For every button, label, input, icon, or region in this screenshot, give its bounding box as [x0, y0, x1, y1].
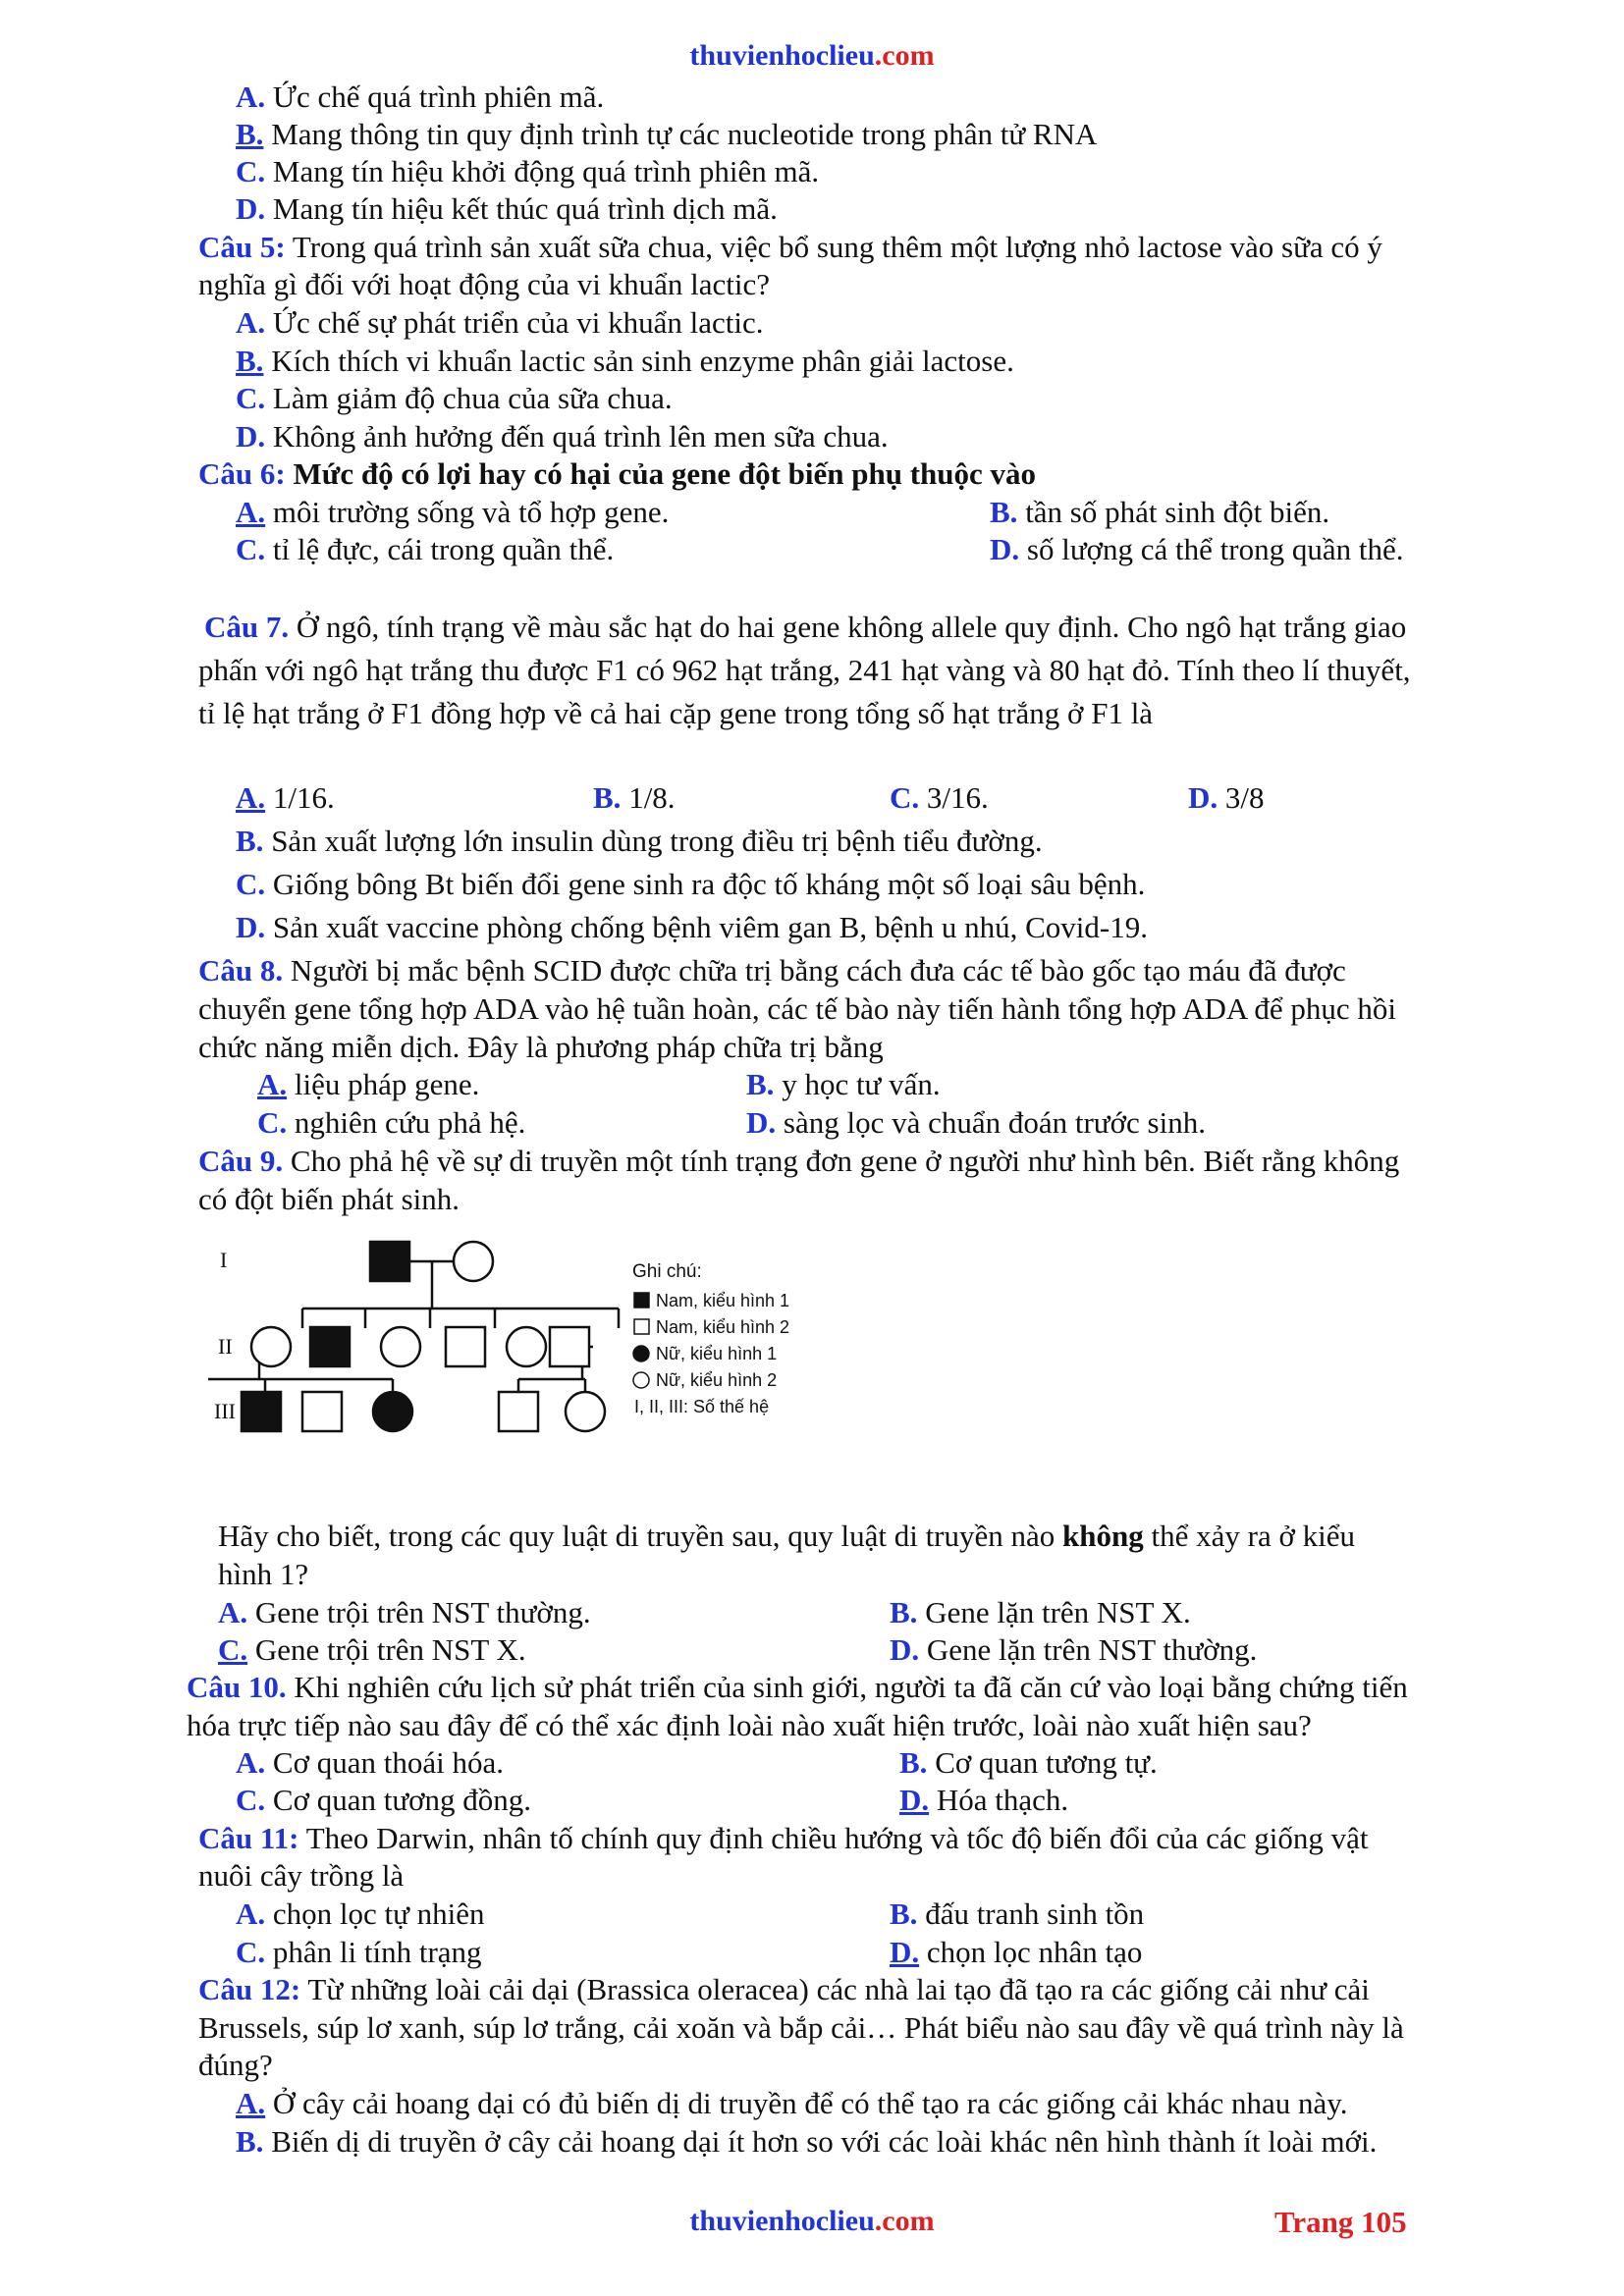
q10-option-d: D. Hóa thạch. — [899, 1783, 1069, 1817]
legend-female-normal-label: Nữ, kiểu hình 2 — [656, 1370, 778, 1390]
q9-option-c: C. Gene trội trên NST X. — [218, 1632, 526, 1667]
q12-stem-line2: Brussels, súp lơ xanh, súp lơ trắng, cải xoăn và bắp cải… Phát biểu nào sau đây về quá trình này là — [198, 2010, 1404, 2045]
q12-stem-line1: Câu 12: Từ những loài cải dại (Brassica oleracea) các nhà lai tạo đã tạo ra các giống cải như cải — [198, 1972, 1370, 2006]
pedigree-diagram — [208, 1232, 876, 1477]
q5-option-d: D. Không ảnh hưởng đến quá trình lên men sữa chua. — [236, 419, 889, 454]
q12-option-b: B. Biến dị di truyền ở cây cải hoang dại ít hơn so với các loài khác nên hình thành ít loài mới. — [236, 2124, 1378, 2159]
legend-male-affected-label: Nam, kiểu hình 1 — [656, 1291, 790, 1310]
pedigree-iii-4 — [499, 1392, 538, 1431]
q5-stem-line2: nghĩa gì đối với hoạt động của vi khuẩn lactic? — [198, 267, 770, 301]
q11-option-b: B. đấu tranh sinh tồn — [890, 1896, 1145, 1931]
q11-stem-line1: Câu 11: Theo Darwin, nhân tố chính quy định chiều hướng và tốc độ biến đổi của các giống vật — [198, 1821, 1369, 1855]
q7-option-c: C. 3/16. — [890, 780, 989, 815]
q5-option-b: B. Kích thích vi khuẩn lactic sản sinh enzyme phân giải lactose. — [236, 344, 1014, 378]
q10-option-b: B. Cơ quan tương tự. — [899, 1745, 1158, 1780]
q10-stem-line1: Câu 10. Khi nghiên cứu lịch sử phát triển của sinh giới, người ta đã căn cứ vào loại bằng chứng tiến — [187, 1670, 1408, 1704]
pedigree-iii-1 — [242, 1392, 281, 1431]
q9-option-d: D. Gene lặn trên NST thường. — [890, 1632, 1258, 1667]
q6-stem: Câu 6: Mức độ có lợi hay có hại của gene đột biến phụ thuộc vào — [198, 456, 1037, 491]
q4-option-a: A. Ức chế quá trình phiên mã. — [236, 80, 605, 114]
q11-option-a: A. chọn lọc tự nhiên — [236, 1896, 485, 1931]
q6-option-b: B. tần số phát sinh đột biến. — [990, 495, 1330, 529]
pedigree-ii-2 — [310, 1327, 350, 1366]
stray-option-d: D. Sản xuất vaccine phòng chống bệnh viêm gan B, bệnh u nhú, Covid-19. — [236, 910, 1148, 944]
pedigree-legend-title: Ghi chú: — [632, 1261, 702, 1282]
q9-stem-line2: có đột biến phát sinh. — [198, 1182, 460, 1216]
legend-male-normal-label: Nam, kiểu hình 2 — [656, 1317, 790, 1337]
q10-option-a: A. Cơ quan thoái hóa. — [236, 1745, 504, 1780]
q5-option-a: A. Ức chế sự phát triển của vi khuẩn lactic. — [236, 305, 764, 340]
q8-option-d: D. sàng lọc và chuẩn đoán trước sinh. — [746, 1105, 1206, 1140]
pedigree-gen-label-ii: II — [218, 1334, 233, 1359]
pedigree-ii-6 — [550, 1327, 589, 1366]
q11-option-d: D. chọn lọc nhân tạo — [890, 1935, 1143, 1969]
q7-option-a: A. 1/16. — [236, 780, 335, 815]
pedigree-gen-label-iii: III — [214, 1399, 236, 1423]
q9-ask-line1: Hãy cho biết, trong các quy luật di truyền sau, quy luật di truyền nào không thể xảy ra ở kiểu — [218, 1519, 1355, 1553]
pedigree-ii-4 — [446, 1327, 485, 1366]
pedigree-iii-3 — [373, 1392, 412, 1431]
q5-option-c: C. Làm giảm độ chua của sữa chua. — [236, 381, 673, 415]
q9-option-a: A. Gene trội trên NST thường. — [218, 1595, 591, 1629]
q9-option-b: B. Gene lặn trên NST X. — [890, 1595, 1191, 1629]
q9-ask-line2: hình 1? — [218, 1557, 309, 1591]
q7-stem-line3: tỉ lệ hạt trắng ở F1 đồng hợp về cả hai cặp gene trong tổng số hạt trắng ở F1 là — [198, 696, 1154, 730]
q11-option-c: C. phân li tính trạng — [236, 1935, 482, 1969]
q4-option-d: D. Mang tín hiệu kết thúc quá trình dịch mã. — [236, 191, 778, 226]
pedigree-iii-2 — [302, 1392, 342, 1431]
q12-stem-line3: đúng? — [198, 2048, 273, 2082]
q8-option-c: C. nghiên cứu phả hệ. — [257, 1105, 526, 1140]
q4-option-b: B. Mang thông tin quy định trình tự các nucleotide trong phân tử RNA — [236, 117, 1098, 151]
legend-generation-note: I, II, III: Số thế hệ — [634, 1397, 770, 1416]
pedigree-i-female — [454, 1242, 493, 1281]
footer-site-name[interactable]: thuvienhoclieu.com — [689, 2205, 935, 2237]
q8-stem-line2: chuyển gene tổng hợp ADA vào hệ tuần hoàn, các tế bào này tiến hành tổng hợp ADA để phục hồi — [198, 991, 1396, 1026]
pedigree-iii-5 — [566, 1392, 605, 1431]
q10-option-c: C. Cơ quan tương đồng. — [236, 1783, 532, 1817]
q7-option-b: B. 1/8. — [593, 780, 676, 815]
legend-male-normal-symbol — [634, 1319, 649, 1334]
pedigree-ii-3 — [381, 1327, 420, 1366]
q8-option-b: B. y học tư vấn. — [746, 1067, 941, 1101]
pedigree-gen-label-i: I — [220, 1248, 228, 1272]
page-number: Trang 105 — [1274, 2205, 1407, 2239]
q6-option-d: D. số lượng cá thể trong quần thể. — [990, 532, 1404, 566]
legend-female-affected-symbol — [633, 1346, 649, 1362]
q4-option-c: C. Mang tín hiệu khởi động quá trình phiên mã. — [236, 154, 820, 188]
q10-stem-line2: hóa trực tiếp nào sau đây để có thể xác định loài nào xuất hiện trước, loài nào xuất hiện sau? — [187, 1708, 1312, 1742]
q8-stem-line3: chức năng miễn dịch. Đây là phương pháp chữa trị bằng — [198, 1030, 884, 1064]
header-site-name[interactable]: thuvienhoclieu.com — [689, 39, 935, 72]
pedigree-i-male — [370, 1242, 409, 1281]
pedigree-ii-1 — [251, 1327, 291, 1366]
q6-option-c: C. tỉ lệ đực, cái trong quần thể. — [236, 532, 615, 566]
legend-female-affected-label: Nữ, kiểu hình 1 — [656, 1344, 778, 1363]
q5-stem-line1: Câu 5: Trong quá trình sản xuất sữa chua, việc bổ sung thêm một lượng nhỏ lactose vào sữa có ý — [198, 230, 1382, 264]
q8-option-a: A. liệu pháp gene. — [257, 1067, 480, 1101]
stray-option-b: B. Sản xuất lượng lớn insulin dùng trong điều trị bệnh tiểu đường. — [236, 824, 1043, 858]
stray-option-c: C. Giống bông Bt biến đổi gene sinh ra độc tố kháng một số loại sâu bệnh. — [236, 867, 1146, 901]
q7-stem-line1: Câu 7. Ở ngô, tính trạng về màu sắc hạt do hai gene không allele quy định. Cho ngô hạt trắng giao — [204, 610, 1407, 644]
q7-stem-line2: phấn với ngô hạt trắng thu được F1 có 962 hạt trắng, 241 hạt vàng và 80 hạt đỏ. Tính theo lí thuyết, — [198, 653, 1411, 687]
legend-female-normal-symbol — [633, 1372, 649, 1388]
legend-male-affected-symbol — [634, 1293, 649, 1308]
q11-stem-line2: nuôi cây trồng là — [198, 1858, 405, 1893]
q6-option-a: A. môi trường sống và tổ hợp gene. — [236, 495, 670, 529]
q9-stem-line1: Câu 9. Cho phả hệ về sự di truyền một tính trạng đơn gene ở người như hình bên. Biết rằng không — [198, 1144, 1400, 1178]
q8-stem-line1: Câu 8. Người bị mắc bệnh SCID được chữa trị bằng cách đưa các tế bào gốc tạo máu đã được — [198, 953, 1346, 988]
q12-option-a: A. Ở cây cải hoang dại có đủ biến dị di truyền để có thể tạo ra các giống cải khác nhau này. — [236, 2086, 1348, 2120]
pedigree-ii-5 — [507, 1327, 546, 1366]
q7-option-d: D. 3/8 — [1188, 780, 1265, 815]
